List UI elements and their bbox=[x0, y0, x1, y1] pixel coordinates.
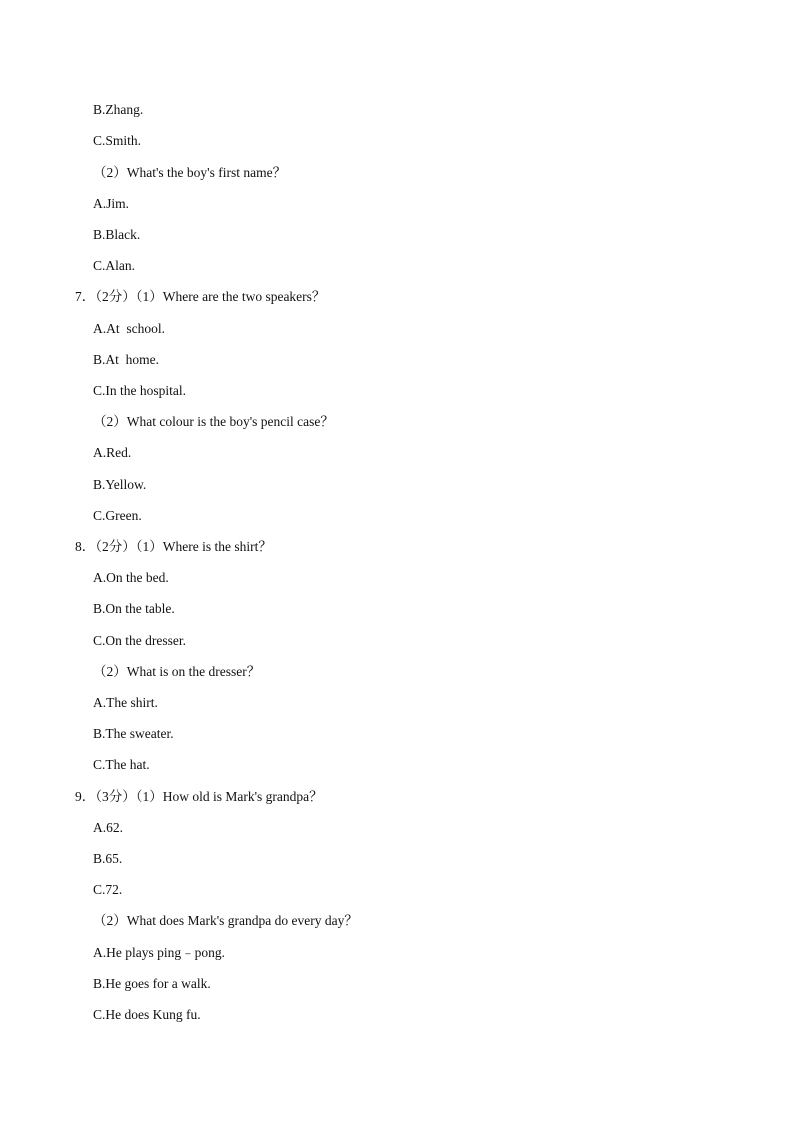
q9-sub2-option-a: A.He plays ping﹣pong. bbox=[93, 945, 225, 960]
q7-sub2-option-c: C.Green. bbox=[93, 508, 142, 523]
q8-sub2-option-a: A.The shirt. bbox=[93, 695, 158, 710]
q8-stem: 8．（2分）（1）Where is the shirt？ bbox=[75, 539, 272, 554]
q8-sub2-stem: （2）What is on the dresser？ bbox=[93, 664, 261, 679]
q9-sub2-option-b: B.He goes for a walk. bbox=[93, 976, 211, 991]
q8-sub2-option-b: B.The sweater. bbox=[93, 726, 174, 741]
q9-sub1-option-c: C.72. bbox=[93, 882, 123, 897]
q7-sub1-option-b: B.At home. bbox=[93, 352, 159, 367]
q6-sub1-option-b: B.Zhang. bbox=[93, 102, 144, 117]
q6-sub1-option-c: C.Smith. bbox=[93, 133, 142, 148]
q8-sub2-option-c: C.The hat. bbox=[93, 757, 150, 772]
q6-sub2-stem: （2）What's the boy's first name？ bbox=[93, 165, 287, 180]
q6-sub2-option-c: C.Alan. bbox=[93, 258, 135, 273]
q6-sub2-option-a: A.Jim. bbox=[93, 196, 130, 211]
q9-stem: 9．（3分）（1）How old is Mark's grandpa？ bbox=[75, 789, 323, 804]
q9-sub2-option-c: C.He does Kung fu. bbox=[93, 1007, 201, 1022]
q6-sub2-option-b: B.Black. bbox=[93, 227, 141, 242]
q7-sub1-option-c: C.In the hospital. bbox=[93, 383, 186, 398]
q7-sub2-option-b: B.Yellow. bbox=[93, 477, 147, 492]
q9-sub1-option-b: B.65. bbox=[93, 851, 123, 866]
q7-sub1-option-a: A.At school. bbox=[93, 321, 165, 336]
q7-stem: 7．（2分）（1）Where are the two speakers？ bbox=[75, 289, 326, 304]
q9-sub1-option-a: A.62. bbox=[93, 820, 123, 835]
q8-sub1-option-a: A.On the bed. bbox=[93, 570, 169, 585]
q7-sub2-option-a: A.Red. bbox=[93, 445, 132, 460]
q7-sub2-stem: （2）What colour is the boy's pencil case？ bbox=[93, 414, 334, 429]
q9-sub2-stem: （2）What does Mark's grandpa do every day？ bbox=[93, 913, 358, 928]
q8-sub1-option-b: B.On the table. bbox=[93, 601, 175, 616]
q8-sub1-option-c: C.On the dresser. bbox=[93, 633, 186, 648]
